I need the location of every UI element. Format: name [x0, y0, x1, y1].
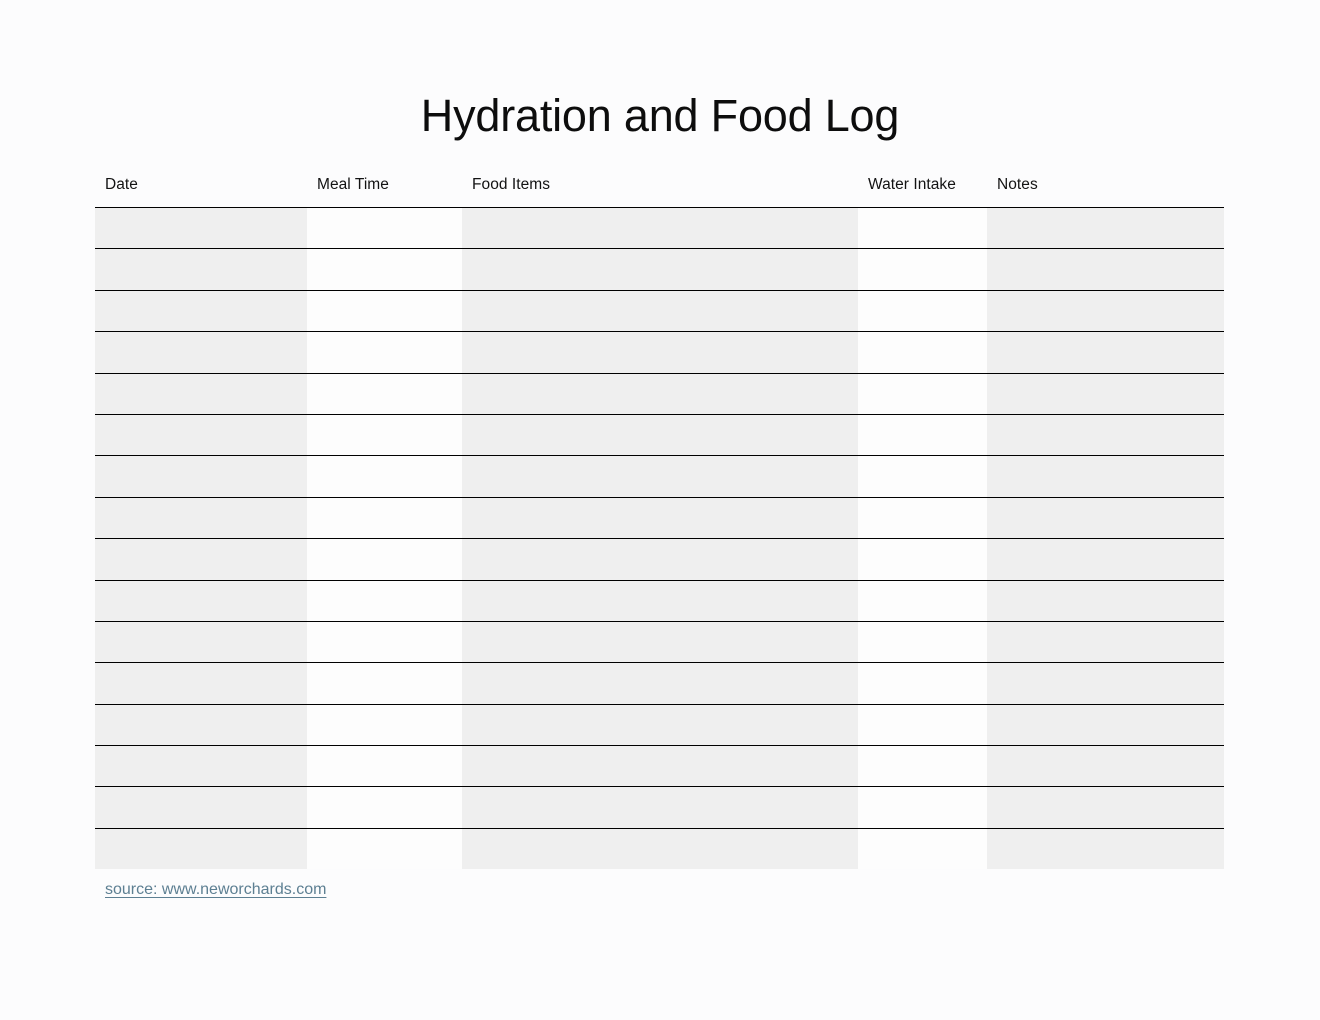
- cell-food-items[interactable]: [462, 208, 858, 249]
- cell-notes[interactable]: [987, 414, 1224, 455]
- cell-food-items[interactable]: [462, 621, 858, 662]
- cell-food-items[interactable]: [462, 456, 858, 497]
- cell-date[interactable]: [95, 828, 307, 869]
- cell-water-intake[interactable]: [858, 787, 987, 828]
- cell-date[interactable]: [95, 456, 307, 497]
- cell-date[interactable]: [95, 249, 307, 290]
- cell-meal-time[interactable]: [307, 746, 462, 787]
- cell-meal-time[interactable]: [307, 663, 462, 704]
- cell-meal-time[interactable]: [307, 456, 462, 497]
- cell-meal-time[interactable]: [307, 373, 462, 414]
- cell-notes[interactable]: [987, 746, 1224, 787]
- table-row: [95, 249, 1224, 290]
- cell-meal-time[interactable]: [307, 208, 462, 249]
- cell-date[interactable]: [95, 746, 307, 787]
- table-header-row: [95, 176, 1224, 208]
- cell-meal-time[interactable]: [307, 332, 462, 373]
- table-row: [95, 663, 1224, 704]
- cell-date[interactable]: [95, 332, 307, 373]
- table-row: [95, 208, 1224, 249]
- cell-notes[interactable]: [987, 828, 1224, 869]
- column-header-date: Date: [105, 176, 138, 193]
- cell-meal-time[interactable]: [307, 539, 462, 580]
- cell-water-intake[interactable]: [858, 249, 987, 290]
- cell-notes[interactable]: [987, 787, 1224, 828]
- cell-notes[interactable]: [987, 208, 1224, 249]
- cell-date[interactable]: [95, 704, 307, 745]
- table-row: [95, 621, 1224, 662]
- source-link[interactable]: source: www.neworchards.com: [105, 881, 327, 898]
- cell-date[interactable]: [95, 414, 307, 455]
- table-row: [95, 704, 1224, 745]
- cell-notes[interactable]: [987, 290, 1224, 331]
- cell-date[interactable]: [95, 663, 307, 704]
- cell-meal-time[interactable]: [307, 787, 462, 828]
- cell-meal-time[interactable]: [307, 290, 462, 331]
- cell-meal-time[interactable]: [307, 414, 462, 455]
- table-row: [95, 828, 1224, 869]
- column-header-food-items: Food Items: [472, 176, 551, 193]
- cell-water-intake[interactable]: [858, 332, 987, 373]
- cell-notes[interactable]: [987, 497, 1224, 538]
- cell-water-intake[interactable]: [858, 621, 987, 662]
- cell-meal-time[interactable]: [307, 497, 462, 538]
- cell-notes[interactable]: [987, 704, 1224, 745]
- cell-notes[interactable]: [987, 621, 1224, 662]
- cell-food-items[interactable]: [462, 539, 858, 580]
- log-table-container: [95, 176, 1224, 869]
- cell-water-intake[interactable]: [858, 746, 987, 787]
- cell-food-items[interactable]: [462, 787, 858, 828]
- cell-food-items[interactable]: [462, 497, 858, 538]
- cell-water-intake[interactable]: [858, 704, 987, 745]
- cell-food-items[interactable]: [462, 414, 858, 455]
- page-title: Hydration and Food Log: [420, 90, 900, 141]
- cell-date[interactable]: [95, 373, 307, 414]
- cell-water-intake[interactable]: [858, 828, 987, 869]
- cell-water-intake[interactable]: [858, 414, 987, 455]
- table-row: [95, 456, 1224, 497]
- cell-food-items[interactable]: [462, 580, 858, 621]
- cell-water-intake[interactable]: [858, 373, 987, 414]
- cell-date[interactable]: [95, 539, 307, 580]
- cell-notes[interactable]: [987, 456, 1224, 497]
- table-body: [95, 208, 1224, 870]
- cell-food-items[interactable]: [462, 373, 858, 414]
- table-row: [95, 332, 1224, 373]
- table-row: [95, 497, 1224, 538]
- table-row: [95, 746, 1224, 787]
- cell-food-items[interactable]: [462, 828, 858, 869]
- table-row: [95, 580, 1224, 621]
- cell-meal-time[interactable]: [307, 704, 462, 745]
- cell-water-intake[interactable]: [858, 456, 987, 497]
- cell-water-intake[interactable]: [858, 497, 987, 538]
- cell-date[interactable]: [95, 621, 307, 662]
- cell-food-items[interactable]: [462, 663, 858, 704]
- table-row: [95, 787, 1224, 828]
- table-row: [95, 414, 1224, 455]
- cell-meal-time[interactable]: [307, 621, 462, 662]
- cell-date[interactable]: [95, 208, 307, 249]
- cell-notes[interactable]: [987, 332, 1224, 373]
- table-row: [95, 290, 1224, 331]
- column-header-water-intake: Water Intake: [868, 176, 956, 193]
- cell-water-intake[interactable]: [858, 663, 987, 704]
- cell-water-intake[interactable]: [858, 580, 987, 621]
- cell-date[interactable]: [95, 580, 307, 621]
- cell-food-items[interactable]: [462, 332, 858, 373]
- cell-date[interactable]: [95, 787, 307, 828]
- table-row: [95, 373, 1224, 414]
- cell-notes[interactable]: [987, 539, 1224, 580]
- cell-date[interactable]: [95, 497, 307, 538]
- cell-notes[interactable]: [987, 663, 1224, 704]
- cell-food-items[interactable]: [462, 290, 858, 331]
- cell-water-intake[interactable]: [858, 208, 987, 249]
- cell-water-intake[interactable]: [858, 539, 987, 580]
- cell-meal-time[interactable]: [307, 249, 462, 290]
- cell-food-items[interactable]: [462, 704, 858, 745]
- cell-food-items[interactable]: [462, 746, 858, 787]
- cell-food-items[interactable]: [462, 249, 858, 290]
- cell-water-intake[interactable]: [858, 290, 987, 331]
- cell-notes[interactable]: [987, 580, 1224, 621]
- cell-meal-time[interactable]: [307, 580, 462, 621]
- column-header-notes: Notes: [997, 176, 1038, 193]
- cell-notes[interactable]: [987, 249, 1224, 290]
- cell-meal-time[interactable]: [307, 828, 462, 869]
- table-row: [95, 539, 1224, 580]
- cell-notes[interactable]: [987, 373, 1224, 414]
- cell-date[interactable]: [95, 290, 307, 331]
- column-header-meal-time: Meal Time: [317, 176, 389, 193]
- hydration-food-log-table: [95, 176, 1224, 869]
- table-header: [95, 176, 1224, 208]
